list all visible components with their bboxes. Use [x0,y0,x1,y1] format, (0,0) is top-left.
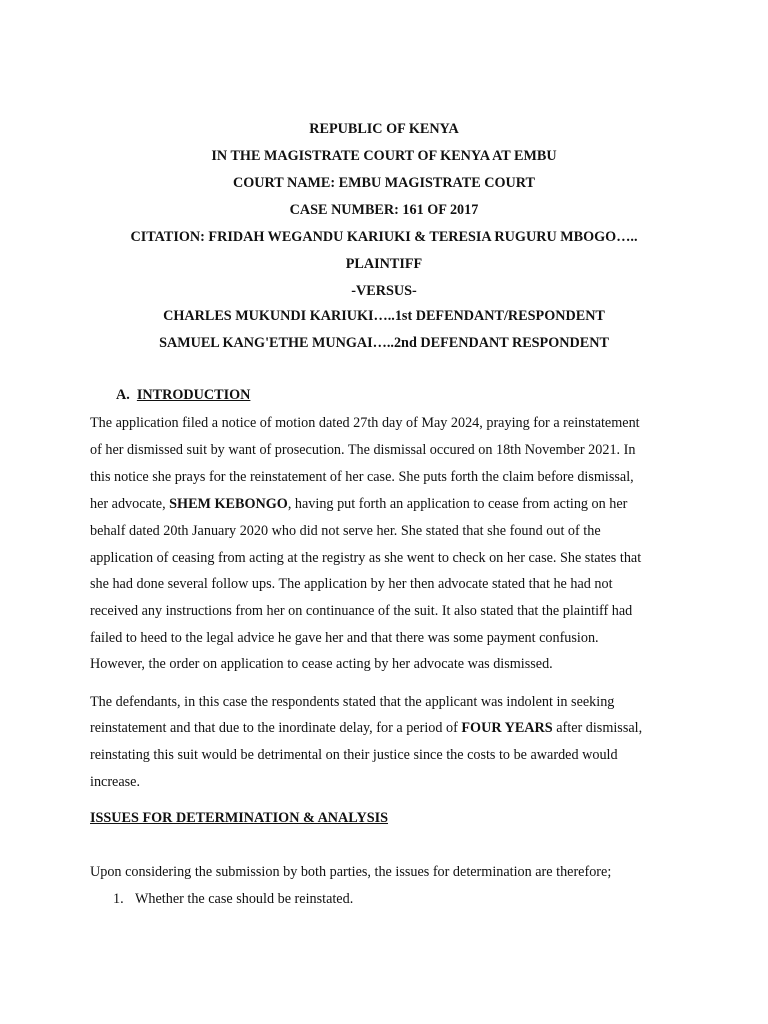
section-letter: A. [116,387,130,403]
text-run: after dismissal, [552,720,643,736]
section-heading-introduction [116,386,250,404]
list-text: Whether the case should be reinstated. [135,891,354,907]
list-number: 1. [113,891,124,907]
text-run: reinstatement and that due to the inordinate delay, for a period of [90,720,462,736]
paragraph-line: reinstating this suit would be detrimental on their justice since the costs to be awarded would [90,747,618,763]
list-item [113,890,353,908]
header-first-defendant: CHARLES MUKUNDI KARIUKI…..1st DEFENDANT/RESPONDENT [163,308,605,324]
header-court-name: COURT NAME: EMBU MAGISTRATE COURT [233,175,535,191]
text-run: , having put forth an application to cease from acting on her [287,496,628,512]
paragraph-line: The application filed a notice of motion dated 27th day of May 2024, praying for a reinstatement [90,415,640,431]
emphasis-four-years: FOUR YEARS [461,720,553,736]
paragraph-line: she had done several follow ups. The application by her then advocate stated that he had not [90,576,613,592]
paragraph-line: failed to heed to the legal advice he gave her and that there was some payment confusion. [90,630,599,646]
paragraph-line: behalf dated 20th January 2020 who did not serve her. She stated that she found out of the [90,523,601,539]
paragraph-line: However, the order on application to cease acting by her advocate was dismissed. [90,656,553,672]
paragraph-line [90,719,642,737]
paragraph-line [90,495,627,513]
header-citation: CITATION: FRIDAH WEGANDU KARIUKI & TERESIA RUGURU MBOGO….. [130,229,638,245]
paragraph-line: this notice she prays for the reinstatement of her case. She puts forth the claim before dismissal, [90,469,634,485]
paragraph-line: application of ceasing from acting at the registry as she went to check on her case. She states that [90,550,642,566]
header-versus: -VERSUS- [351,283,417,299]
header-case-number: CASE NUMBER: 161 OF 2017 [289,202,479,218]
advocate-name: SHEM KEBONGO [169,496,288,512]
header-republic: REPUBLIC OF KENYA [309,121,459,137]
header-plaintiff: PLAINTIFF [345,256,423,272]
section-heading-issues: ISSUES FOR DETERMINATION & ANALYSIS [90,810,389,826]
paragraph-line: The defendants, in this case the respondents stated that the applicant was indolent in seeking [90,694,615,710]
paragraph-line: received any instructions from her on continuance of the suit. It also stated that the plaintiff had [90,603,633,619]
header-second-defendant: SAMUEL KANG'ETHE MUNGAI…..2nd DEFENDANT RESPONDENT [159,335,609,351]
section-title: INTRODUCTION [136,387,251,403]
paragraph-line: of her dismissed suit by want of prosecution. The dismissal occured on 18th November 2021. In [90,442,636,458]
header-court: IN THE MAGISTRATE COURT OF KENYA AT EMBU [211,148,557,164]
issues-intro-line: Upon considering the submission by both parties, the issues for determination are therefore; [90,864,612,880]
text-run: her advocate, [90,496,170,512]
paragraph-line: increase. [90,774,141,790]
